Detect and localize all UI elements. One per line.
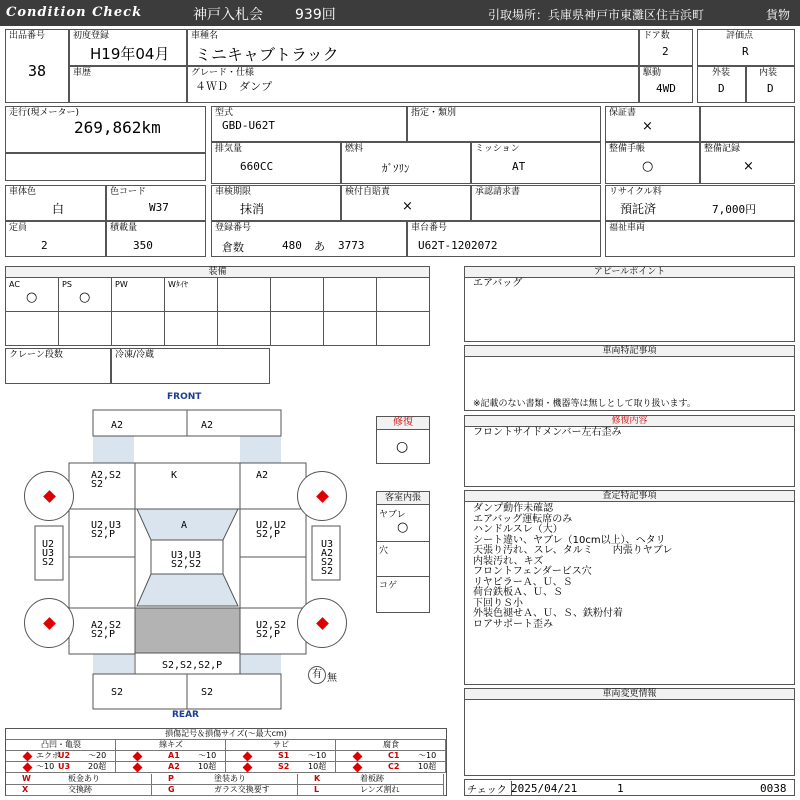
legend-code-desc: ガラス交換要す (214, 785, 270, 794)
spec-box (407, 106, 601, 142)
equipment-cell (217, 277, 271, 312)
rear-label: REAR (172, 710, 199, 720)
legend-diamond (23, 763, 33, 773)
body-color-box (5, 185, 106, 221)
cabin-row-mark: ○ (397, 520, 409, 535)
legend-diamond (133, 763, 143, 773)
equipment-cell (111, 277, 165, 312)
inspector-line: 荷台鉄板Ａ、Ｕ、Ｓ (473, 587, 563, 598)
inspection-value: 抹消 (240, 202, 265, 216)
grade-value: ４ＷＤ ダンプ (195, 80, 273, 93)
fuel-value: ｶﾞｿﾘﾝ (382, 162, 410, 175)
equipment-label: Wﾀｲﾔ (168, 280, 188, 289)
legend-diamond (133, 752, 143, 762)
svc-value: ○ (642, 159, 654, 174)
equipment-label: AC (9, 280, 20, 289)
check-label: チェック (467, 781, 512, 796)
car-name-box (187, 29, 639, 66)
legend-diamond (243, 752, 253, 762)
first-reg-label: 初度登録 (73, 31, 110, 41)
legend-text: U2 (58, 751, 71, 760)
part-bed: S2,S2,S2,P (162, 660, 223, 671)
special-panel (464, 345, 795, 411)
plate-label: 登録番号 (215, 223, 252, 233)
repair-box (376, 416, 430, 464)
recycle-box (605, 185, 795, 221)
history-box (69, 66, 187, 103)
crane-box (5, 348, 111, 384)
cabin-box (376, 491, 430, 613)
legend-group-name: サビ (226, 740, 336, 751)
part-side-left: U2 U3 S2 (42, 539, 55, 568)
check-page: 1 (617, 782, 624, 795)
legend-text: 10超 (198, 762, 217, 771)
int-box (746, 66, 795, 103)
legend-diamond (243, 763, 253, 773)
check-number: 0038 (760, 782, 787, 795)
legend-code (6, 785, 152, 796)
tire-fl-mark (43, 490, 56, 503)
legend-text: S1 (278, 751, 290, 760)
tire-fl (24, 471, 74, 521)
equipment-cell (270, 311, 324, 346)
equipment-cell (58, 277, 112, 312)
part-roof: U3,U3 S2,S2 (171, 550, 202, 570)
legend-code-letter: W (22, 774, 31, 783)
warranty-value: × (642, 119, 653, 134)
legend-diamond (353, 763, 363, 773)
cabin-title: 客室内張 (377, 492, 429, 505)
legend-row (116, 762, 226, 773)
tire-rl (24, 598, 74, 648)
part-door-rl: A2,S2 S2,P (91, 620, 122, 640)
legend-text: ～10 (308, 751, 327, 760)
change-panel (464, 688, 795, 776)
svc-rec-box (700, 142, 795, 184)
equipment-label: PS (62, 280, 72, 289)
plate-class: 480 (282, 239, 302, 252)
tire-rl-mark (43, 617, 56, 630)
plate-kana: あ (314, 240, 325, 253)
recycle-status: 預託済 (620, 202, 657, 216)
frame-value: U62T-1202072 (418, 239, 498, 252)
capacity-label: 定員 (9, 223, 28, 233)
legend-code-desc: 板金あり (68, 774, 100, 783)
part-fender-fr: A2 (256, 470, 269, 481)
plate-number: 3773 (338, 239, 365, 252)
legend-row (6, 751, 116, 762)
car-name-label: 車種名 (191, 31, 219, 41)
legend-panel (5, 728, 447, 796)
grade-box (187, 66, 639, 103)
equipment-cell (5, 311, 59, 346)
inspection-box (211, 185, 341, 221)
inspector-line: ロアサポート歪み (473, 618, 553, 630)
lot-label: 出品番号 (9, 31, 46, 41)
legend-code-letter: X (22, 785, 29, 794)
int-label: 内装 (759, 68, 778, 78)
equipment-cell (111, 311, 165, 346)
capacity-box (5, 221, 106, 257)
mileage-sub-box (5, 153, 206, 181)
load-box (106, 221, 206, 257)
history-label: 車歴 (73, 68, 92, 78)
body-color-label: 車体色 (9, 187, 37, 197)
color-code-box (106, 185, 206, 221)
legend-text: C1 (388, 751, 400, 760)
change-title: 車両変更情報 (465, 689, 794, 700)
equipment-label: PW (115, 280, 128, 289)
legend-code (6, 774, 152, 785)
legend-group-name: 凸凹・亀裂 (6, 740, 116, 751)
footer-bar (464, 779, 795, 796)
vehicle-category: 貨物 (766, 8, 791, 22)
load-value: 350 (133, 239, 153, 252)
legend-row (226, 751, 336, 762)
repair-content-text: フロントサイドメンバー左右歪み (473, 427, 622, 438)
part-front-left: A2 (111, 420, 124, 431)
cabin-row (377, 541, 429, 576)
legend-text: ～10 (36, 762, 55, 771)
model-value: GBD-U62T (222, 119, 275, 132)
header-bar (0, 0, 800, 26)
inspector-line: 内装汚れ、キズ (473, 555, 544, 567)
inspector-panel (464, 490, 795, 685)
part-door-fl: U2,U3 S2,P (91, 520, 122, 540)
special-title: 車両特記事項 (465, 346, 794, 357)
legend-group (226, 740, 336, 773)
part-hood: K (171, 470, 178, 481)
logo: Condition Check (6, 5, 143, 20)
legend-code (298, 774, 444, 785)
equipment-title: 装備 (6, 267, 429, 278)
first-reg-box (69, 29, 187, 66)
first-reg-value: H19年04月 (90, 45, 170, 63)
appeal-title: アピールポイント (465, 267, 794, 278)
legend-text: U3 (58, 762, 71, 771)
plate-box (211, 221, 407, 257)
fuel-label: 燃料 (345, 144, 364, 154)
part-windshield: A (181, 520, 188, 531)
legend-text: エクボ (36, 751, 60, 760)
appeal-text: エアバッグ (473, 278, 523, 289)
doors-label: ドア数 (643, 31, 670, 41)
grade-eval-value: R (742, 45, 749, 58)
frame-label: 車台番号 (411, 223, 448, 233)
svc-box (605, 142, 700, 184)
equipment-cell (58, 311, 112, 346)
drive-value: 4WD (656, 82, 676, 95)
lot-box (5, 29, 69, 103)
equipment-mark: ○ (26, 290, 38, 305)
grade-eval-box (697, 29, 795, 66)
legend-code-letter: G (168, 785, 175, 794)
equipment-cell (376, 277, 430, 312)
legend-code-desc: 交換跡 (68, 785, 92, 794)
equipment-cell (376, 311, 430, 346)
front-label: FRONT (167, 392, 202, 402)
car-name-value: ミニキャブトラック (195, 45, 339, 64)
frame-box (407, 221, 601, 257)
warranty-extra-box (700, 106, 795, 142)
drive-box (639, 66, 693, 103)
color-code-label: 色コード (110, 187, 147, 197)
legend-diamond (353, 752, 363, 762)
tire-rr-mark (316, 617, 329, 630)
legend-group-name: 線キズ (116, 740, 226, 751)
ext-box (697, 66, 746, 103)
welfare-label: 福祉車両 (609, 223, 646, 233)
repair-title: 修復 (377, 417, 429, 430)
cabin-row-label: ヤブレ (379, 510, 406, 520)
body-color-value: 白 (52, 202, 65, 216)
part-door-fr: U2,U2 S2,P (256, 520, 287, 540)
int-value: D (767, 82, 774, 95)
grade-label: グレード・仕様 (191, 68, 255, 78)
repair-mark: ○ (396, 439, 409, 455)
disp-box (211, 142, 341, 184)
special-text: ※記載のない書類・機器等は無しとして取り扱います。 (473, 399, 696, 409)
legend-text: ～20 (88, 751, 107, 760)
legend-text: C2 (388, 762, 400, 771)
inspector-title: 査定特記事項 (465, 491, 794, 502)
mission-value: AT (512, 160, 526, 173)
legend-title: 損傷記号＆損傷サイズ(～最大cm) (6, 729, 446, 740)
spec-label: 指定・類別 (411, 108, 457, 118)
tire-fr-mark (316, 490, 329, 503)
legend-group (6, 740, 116, 773)
inspector-line: シート違い、ヤブレ（10cm以上）、ヘタリ (473, 534, 666, 546)
equipment-cell (217, 311, 271, 346)
doors-box (639, 29, 693, 66)
svc-label: 整備手帳 (609, 144, 646, 154)
legend-text: S2 (278, 762, 290, 771)
mileage-box (5, 106, 206, 153)
part-side-right: U3 A2 S2 S2 (321, 539, 334, 577)
legend-diamond (23, 752, 33, 762)
inspector-line: ダンプ動作未確認 (473, 503, 554, 514)
freezer-label: 冷凍/冷蔵 (115, 350, 155, 360)
legend-text: 10超 (418, 762, 437, 771)
inspection-label: 車検期限 (215, 187, 252, 197)
legend-code-letter: P (168, 774, 174, 783)
pickup-location: 引取場所：兵庫県神戸市東灘区住吉浜町 (488, 8, 705, 22)
legend-text: 20超 (88, 762, 107, 771)
check-date: 2025/04/21 (511, 782, 578, 795)
part-front-right: A2 (201, 420, 214, 431)
color-code-value: W37 (149, 201, 169, 214)
equipment-cell (5, 277, 59, 312)
disp-value: 660CC (240, 160, 274, 173)
legend-row (116, 751, 226, 762)
inspector-line: ハンドルスレ（大） (473, 524, 563, 535)
legend-row (336, 751, 446, 762)
equipment-mark: ○ (79, 290, 91, 305)
legend-row (6, 762, 116, 773)
legend-code-desc: 塗装あり (214, 774, 246, 783)
recycle-label: リサイクル料 (609, 187, 662, 197)
inspector-line: 天張り汚れ、スレ、タルミ 内張りヤブレ (473, 545, 673, 556)
approval-label: 承認請求書 (475, 187, 521, 197)
legend-code-desc: 着板跡 (360, 774, 384, 783)
freezer-box (111, 348, 270, 384)
mission-box (471, 142, 601, 184)
mileage-label: 走行(現メーター) (9, 108, 80, 118)
crane-label: クレーン段数 (9, 350, 63, 360)
legend-text: A1 (168, 751, 180, 760)
warranty-label: 保証書 (609, 108, 637, 118)
appeal-panel (464, 266, 795, 342)
cabin-row-label: 穴 (379, 546, 389, 556)
legend-row (336, 762, 446, 773)
liability-value: × (402, 199, 413, 214)
cabin-row (377, 576, 429, 611)
auction-session: 939回 (295, 7, 336, 23)
legend-code-letter: L (314, 785, 320, 794)
drive-label: 駆動 (643, 68, 662, 78)
equipment-cell (164, 277, 218, 312)
legend-row (226, 762, 336, 773)
welfare-box (605, 221, 795, 257)
inspector-line: リヤピラーＡ、Ｕ、Ｓ (473, 576, 573, 588)
recycle-fee: 7,000円 (712, 203, 757, 216)
legend-text: 10超 (308, 762, 327, 771)
legend-code-desc: レンズ割れ (360, 785, 400, 794)
ext-value: D (718, 82, 725, 95)
legend-group (116, 740, 226, 773)
spare-tire-no: 無 (327, 673, 337, 684)
part-rear-right: S2 (201, 687, 214, 698)
svc-rec-value: × (743, 159, 754, 174)
liability-box (341, 185, 471, 221)
fuel-box (341, 142, 471, 184)
part-fender-fl: A2,S2 S2 (91, 470, 122, 490)
inspector-line: フロントフェンダービス穴 (473, 566, 592, 577)
mission-label: ミッション (475, 144, 520, 154)
cabin-row (377, 506, 429, 541)
doors-value: 2 (662, 45, 669, 58)
part-rear-left: S2 (111, 687, 124, 698)
legend-group-name: 腐食 (336, 740, 446, 751)
inspector-line: 下回りＳ小 (473, 597, 523, 609)
liability-label: 検付自賠責 (345, 187, 391, 197)
equipment-cell (323, 277, 377, 312)
legend-text: ～10 (198, 751, 217, 760)
equipment-cell (270, 277, 324, 312)
capacity-value: 2 (41, 239, 48, 252)
approval-box (471, 185, 601, 221)
disp-label: 排気量 (215, 144, 243, 154)
part-door-rr: U2,S2 S2,P (256, 620, 287, 640)
cabin-row-label: コゲ (379, 581, 398, 591)
auction-name: 神戸入札会 (193, 7, 263, 23)
load-label: 積載量 (110, 223, 138, 233)
legend-code (152, 785, 298, 796)
mileage-value: 269,862km (74, 118, 161, 137)
warranty-box (605, 106, 700, 142)
equipment-cell (323, 311, 377, 346)
inspector-lines (473, 504, 672, 630)
model-box (211, 106, 407, 142)
repair-content-title: 修復内容 (465, 416, 794, 427)
legend-code-letter: K (314, 774, 321, 783)
inspector-line: エアバッグ運転席のみ (473, 513, 573, 525)
spare-tire-yes: 有 (308, 666, 326, 684)
lot-number: 38 (28, 62, 47, 80)
legend-text: A2 (168, 762, 180, 771)
repair-content-panel (464, 415, 795, 487)
svc-rec-label: 整備記録 (704, 144, 741, 154)
legend-code (152, 774, 298, 785)
legend-group (336, 740, 446, 773)
legend-text: ～10 (418, 751, 437, 760)
inspector-line: 外装色褪せＡ、Ｕ、Ｓ、鉄粉付着 (473, 608, 623, 619)
tire-rr (297, 598, 347, 648)
tire-fr (297, 471, 347, 521)
plate-area: 倉数 (222, 241, 244, 254)
model-label: 型式 (215, 108, 234, 118)
ext-label: 外装 (712, 68, 731, 78)
equipment-cell (164, 311, 218, 346)
grade-eval-label: 評価点 (726, 31, 754, 41)
legend-code (298, 785, 444, 796)
